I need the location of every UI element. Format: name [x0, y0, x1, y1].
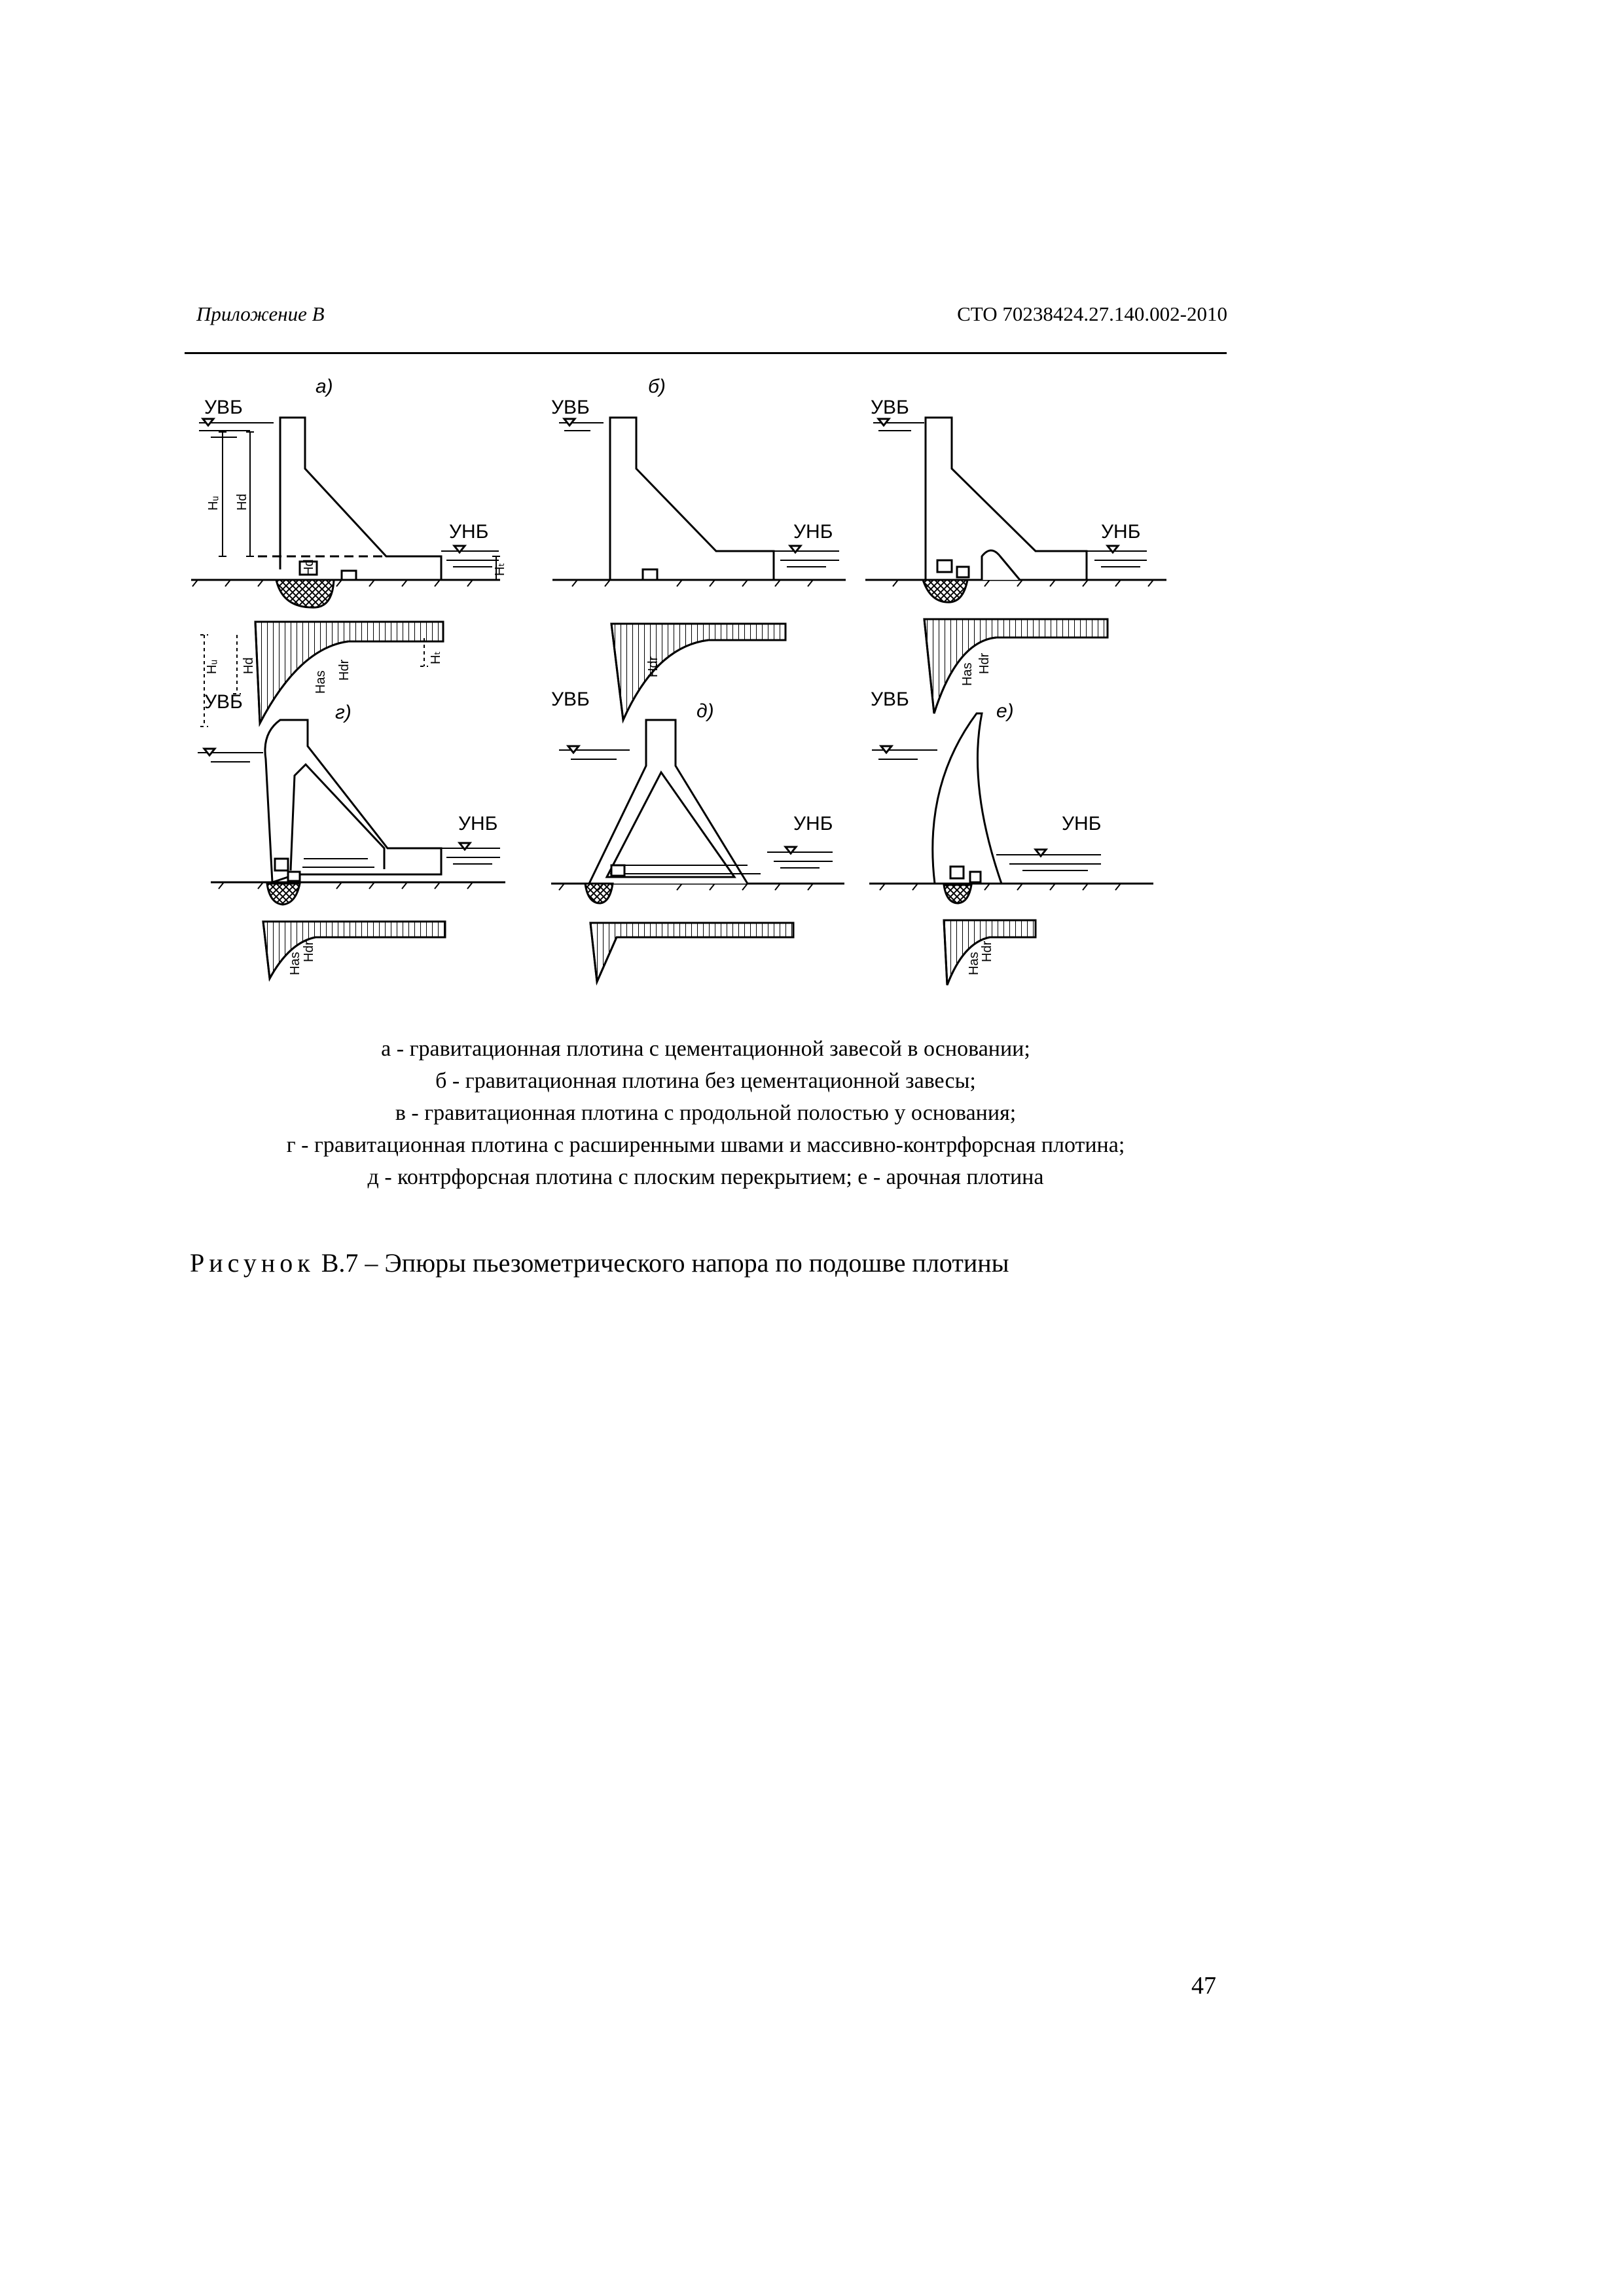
panel-a-epure-has-symbol: Has: [314, 670, 328, 694]
panel-a-letter: а): [316, 376, 333, 397]
legend-line-a: а - гравитационная плотина с цементационной завесой в основании;: [381, 1037, 1030, 1061]
panel-f-epure-hdr-symbol: Hdr: [980, 941, 994, 962]
panel-a-epure-ht-symbol: Hₜ: [429, 651, 443, 664]
figure-title-lead: Рисунок: [190, 1248, 315, 1278]
panel-a-epure-hdr-symbol: Hdr: [337, 659, 352, 681]
legend-line-e: д - контрфорсная плотина с плоским перекрытием; е - арочная плотина: [367, 1165, 1044, 1189]
legend-line-d: г - гравитационная плотина с расширенными швами и массивно-контрфорсная плотина;: [286, 1133, 1125, 1157]
panel-a-epure-hu-symbol: Hᵤ: [205, 659, 219, 674]
panel-d-upstream-label: УВБ: [204, 691, 243, 713]
panel-d-epure-has-symbol: Has: [288, 952, 302, 975]
panel-f-upstream-label: УВБ: [871, 689, 909, 710]
panel-b-epure-hdr-symbol: Hdr: [646, 656, 660, 677]
header-divider: [185, 352, 1227, 354]
panel-f: [869, 713, 1153, 985]
panel-a-epure-hd-symbol: Hd: [242, 657, 256, 674]
panel-b: [552, 418, 846, 720]
panel-a-drain-symbol: Hd: [302, 559, 316, 576]
panel-c-upstream-label: УВБ: [871, 397, 909, 418]
legend-line-c: в - гравитационная плотина с продольной полостью у основания;: [395, 1101, 1017, 1125]
page-number: 47: [1191, 1972, 1216, 2000]
panel-c-downstream-label: УНБ: [1101, 521, 1141, 543]
appendix-label: Приложение В: [196, 302, 325, 325]
panel-a-hd-symbol: Hd: [235, 493, 249, 511]
figure-title-text: В.7 – Эпюры пьезометрического напора по подошве плотины: [314, 1248, 1009, 1278]
panel-d-letter: г): [335, 702, 352, 723]
panel-b-letter: б): [648, 376, 666, 397]
panel-f-letter: е): [996, 700, 1014, 722]
panel-a-downstream-label: УНБ: [449, 521, 489, 543]
dam-piezometric-diagrams: [185, 367, 1227, 1008]
panel-a-upstream-label: УВБ: [204, 397, 243, 418]
panel-d: [198, 720, 505, 978]
panel-e-upstream-label: УВБ: [551, 689, 590, 710]
panel-e-letter: д): [696, 700, 714, 722]
panel-d-downstream-label: УНБ: [458, 813, 498, 834]
panel-c: [865, 418, 1166, 713]
panel-f-downstream-label: УНБ: [1062, 813, 1102, 834]
figure-title: [190, 1247, 1009, 1278]
panel-e: [551, 720, 844, 982]
panel-b-downstream-label: УНБ: [793, 521, 833, 543]
figure-legend: [185, 1033, 1227, 1193]
panel-c-epure-has-symbol: Has: [960, 662, 975, 686]
panel-e-downstream-label: УНБ: [793, 813, 833, 834]
panel-a-hu-symbol: Hᵤ: [206, 495, 221, 511]
panel-b-upstream-label: УВБ: [551, 397, 590, 418]
standard-number: СТО 70238424.27.140.002-2010: [957, 302, 1227, 325]
legend-line-b: б - гравитационная плотина без цементационной завесы;: [435, 1069, 976, 1093]
panel-d-epure-hdr-symbol: Hdr: [302, 941, 316, 962]
panel-c-epure-hdr-symbol: Hdr: [977, 653, 992, 674]
panel-a-ht-symbol: Hₜ: [493, 562, 507, 576]
panel-f-epure-has-symbol: Has: [967, 952, 981, 975]
